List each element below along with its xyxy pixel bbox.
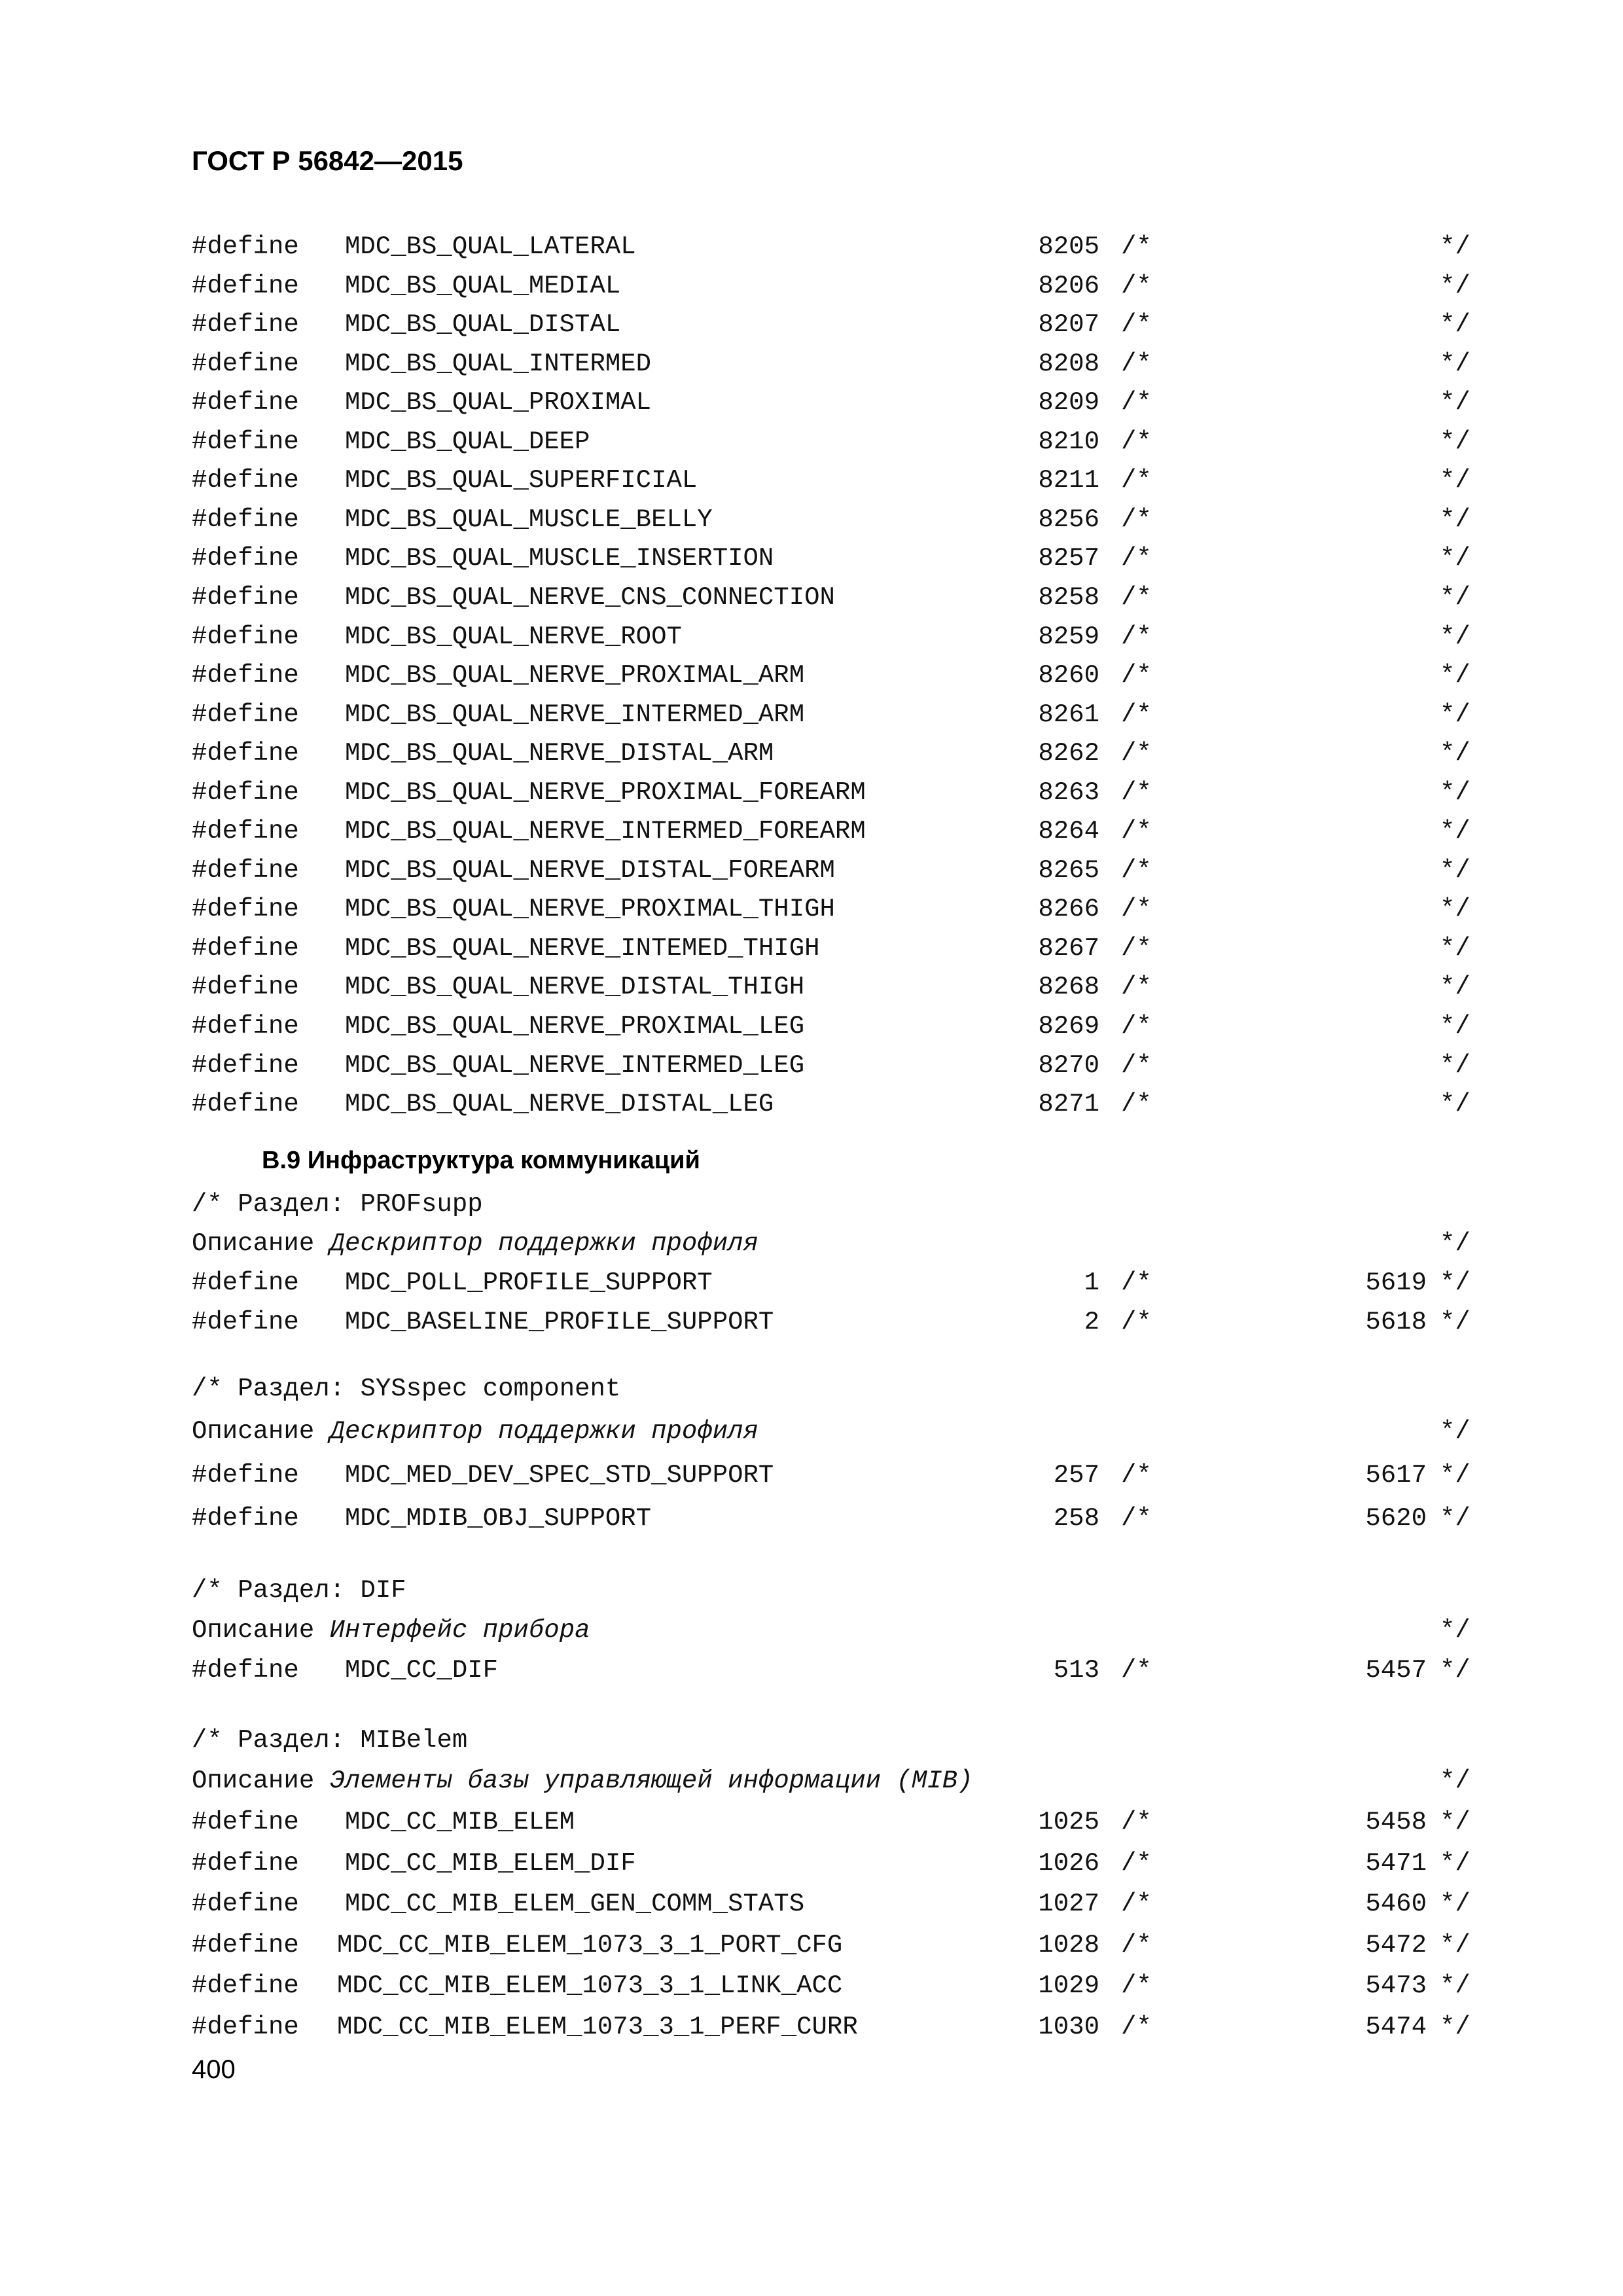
macro-name: MDC_BS_QUAL_NERVE_DISTAL_THIGH bbox=[345, 973, 805, 1001]
comment-close: */ bbox=[1440, 1849, 1471, 1878]
macro-value: 8261 bbox=[1038, 700, 1099, 729]
define-keyword: #define bbox=[192, 895, 299, 924]
comment-close: */ bbox=[1440, 544, 1471, 573]
macro-name: MDC_CC_MIB_ELEM_1073_3_1_PERF_CURR bbox=[337, 2013, 858, 2041]
define-row bbox=[0, 466, 1623, 505]
define-row bbox=[0, 622, 1623, 662]
define-keyword: #define bbox=[192, 778, 299, 807]
section-heading-text: /* Раздел: MIBelem bbox=[192, 1726, 468, 1755]
define-row bbox=[0, 1504, 1623, 1543]
reference-code: 5471 bbox=[1365, 1849, 1427, 1878]
define-keyword: #define bbox=[192, 272, 299, 300]
macro-name: MDC_BS_QUAL_NERVE_INTERMED_LEG bbox=[345, 1051, 805, 1080]
define-keyword: #define bbox=[192, 661, 299, 690]
macro-name: MDC_MDIB_OBJ_SUPPORT bbox=[345, 1504, 652, 1533]
section-description bbox=[0, 1767, 1623, 1806]
comment-close: */ bbox=[1440, 350, 1471, 378]
macro-name: MDC_BS_QUAL_NERVE_DISTAL_FOREARM bbox=[345, 856, 835, 885]
define-keyword: #define bbox=[192, 1268, 299, 1297]
macro-name: MDC_BS_QUAL_NERVE_PROXIMAL_FOREARM bbox=[345, 778, 866, 807]
define-row bbox=[0, 1890, 1623, 1929]
define-keyword: #define bbox=[192, 544, 299, 573]
define-row bbox=[0, 583, 1623, 622]
define-keyword: #define bbox=[192, 1808, 299, 1837]
macro-value: 8208 bbox=[1038, 350, 1099, 378]
define-keyword: #define bbox=[192, 1890, 299, 1918]
define-row bbox=[0, 700, 1623, 740]
macro-value: 8206 bbox=[1038, 272, 1099, 300]
define-keyword: #define bbox=[192, 1012, 299, 1041]
comment-close: */ bbox=[1440, 1504, 1471, 1533]
section-heading-text: /* Раздел: DIF bbox=[192, 1576, 406, 1605]
comment-open: /* bbox=[1121, 544, 1152, 573]
macro-name: MDC_BS_QUAL_NERVE_PROXIMAL_ARM bbox=[345, 661, 805, 690]
macro-name: MDC_BS_QUAL_NERVE_CNS_CONNECTION bbox=[345, 583, 835, 612]
macro-value: 8256 bbox=[1038, 505, 1099, 534]
define-keyword: #define bbox=[192, 856, 299, 885]
comment-open: /* bbox=[1121, 427, 1152, 456]
section-heading bbox=[0, 1726, 1623, 1765]
comment-close: */ bbox=[1440, 1229, 1471, 1258]
comment-close: */ bbox=[1440, 856, 1471, 885]
macro-name: MDC_BS_QUAL_NERVE_DISTAL_LEG bbox=[345, 1090, 774, 1119]
reference-code: 5619 bbox=[1365, 1268, 1427, 1297]
comment-close: */ bbox=[1440, 310, 1471, 339]
comment-close: */ bbox=[1440, 232, 1471, 261]
macro-value: 1027 bbox=[1038, 1890, 1099, 1918]
define-keyword: #define bbox=[192, 1849, 299, 1878]
define-row bbox=[0, 1656, 1623, 1695]
comment-close: */ bbox=[1440, 778, 1471, 807]
reference-code: 5472 bbox=[1365, 1931, 1427, 1960]
define-row bbox=[0, 1090, 1623, 1129]
description-line bbox=[192, 1229, 758, 1258]
comment-open: /* bbox=[1121, 1656, 1152, 1685]
comment-open: /* bbox=[1121, 1461, 1152, 1490]
define-row bbox=[0, 739, 1623, 778]
macro-value: 8258 bbox=[1038, 583, 1099, 612]
macro-name: MDC_BS_QUAL_MUSCLE_INSERTION bbox=[345, 544, 774, 573]
define-keyword: #define bbox=[192, 1504, 299, 1533]
macro-name: MDC_BS_QUAL_NERVE_INTEMED_THIGH bbox=[345, 934, 820, 963]
reference-code: 5460 bbox=[1365, 1890, 1427, 1918]
description-text: Элементы базы управляющей информации (MIB) bbox=[329, 1767, 973, 1795]
define-keyword: #define bbox=[192, 1971, 299, 2000]
macro-value: 8267 bbox=[1038, 934, 1099, 963]
macro-name: MDC_BS_QUAL_NERVE_PROXIMAL_LEG bbox=[345, 1012, 805, 1041]
define-row bbox=[0, 895, 1623, 934]
define-keyword: #define bbox=[192, 350, 299, 378]
define-row bbox=[0, 350, 1623, 389]
comment-close: */ bbox=[1440, 1931, 1471, 1960]
page-number: 400 bbox=[192, 2055, 236, 2084]
comment-open: /* bbox=[1121, 2013, 1152, 2041]
define-row bbox=[0, 272, 1623, 311]
comment-close: */ bbox=[1440, 427, 1471, 456]
define-keyword: #define bbox=[192, 388, 299, 417]
comment-close: */ bbox=[1440, 1051, 1471, 1080]
define-keyword: #define bbox=[192, 700, 299, 729]
macro-value: 8262 bbox=[1038, 739, 1099, 768]
macro-value: 8210 bbox=[1038, 427, 1099, 456]
macro-value: 1028 bbox=[1038, 1931, 1099, 1960]
comment-open: /* bbox=[1121, 700, 1152, 729]
description-label: Описание bbox=[192, 1616, 315, 1645]
comment-open: /* bbox=[1121, 1971, 1152, 2000]
define-keyword: #define bbox=[192, 1656, 299, 1685]
comment-close: */ bbox=[1440, 661, 1471, 690]
document-header: ГОСТ Р 56842—2015 bbox=[192, 145, 463, 176]
comment-open: /* bbox=[1121, 778, 1152, 807]
define-row bbox=[0, 388, 1623, 427]
comment-close: */ bbox=[1440, 817, 1471, 846]
define-row bbox=[0, 1808, 1623, 1847]
description-line bbox=[192, 1417, 758, 1446]
macro-name: MDC_BS_QUAL_NERVE_DISTAL_ARM bbox=[345, 739, 774, 768]
define-row bbox=[0, 817, 1623, 856]
macro-value: 8207 bbox=[1038, 310, 1099, 339]
macro-name: MDC_BS_QUAL_MEDIAL bbox=[345, 272, 621, 300]
macro-name: MDC_BS_QUAL_NERVE_INTERMED_ARM bbox=[345, 700, 805, 729]
define-row bbox=[0, 661, 1623, 700]
macro-name: MDC_BS_QUAL_NERVE_INTERMED_FOREARM bbox=[345, 817, 866, 846]
define-keyword: #define bbox=[192, 583, 299, 612]
section-heading bbox=[0, 1190, 1623, 1229]
reference-code: 5457 bbox=[1365, 1656, 1427, 1685]
macro-value: 2 bbox=[1084, 1308, 1099, 1336]
define-keyword: #define bbox=[192, 232, 299, 261]
comment-open: /* bbox=[1121, 739, 1152, 768]
define-row bbox=[0, 232, 1623, 272]
description-text: Интерфейс прибора bbox=[329, 1616, 590, 1645]
comment-close: */ bbox=[1440, 1308, 1471, 1336]
comment-close: */ bbox=[1440, 388, 1471, 417]
comment-open: /* bbox=[1121, 466, 1152, 495]
define-keyword: #define bbox=[192, 622, 299, 651]
reference-code: 5618 bbox=[1365, 1308, 1427, 1336]
macro-value: 8266 bbox=[1038, 895, 1099, 924]
description-text: Дескриптор поддержки профиля bbox=[329, 1417, 758, 1446]
define-row bbox=[0, 1012, 1623, 1051]
define-row bbox=[0, 1971, 1623, 2011]
define-row bbox=[0, 2013, 1623, 2052]
comment-close: */ bbox=[1440, 973, 1471, 1001]
define-keyword: #define bbox=[192, 934, 299, 963]
comment-open: /* bbox=[1121, 232, 1152, 261]
macro-name: MDC_BS_QUAL_LATERAL bbox=[345, 232, 636, 261]
section-heading-text: /* Раздел: PROFsupp bbox=[192, 1190, 483, 1219]
define-row bbox=[0, 1308, 1623, 1347]
define-row bbox=[0, 1931, 1623, 1970]
comment-close: */ bbox=[1440, 1417, 1471, 1446]
define-row bbox=[0, 1268, 1623, 1308]
macro-value: 1029 bbox=[1038, 1971, 1099, 2000]
macro-value: 8263 bbox=[1038, 778, 1099, 807]
macro-value: 8259 bbox=[1038, 622, 1099, 651]
macro-name: MDC_BS_QUAL_NERVE_ROOT bbox=[345, 622, 682, 651]
macro-value: 8264 bbox=[1038, 817, 1099, 846]
reference-code: 5474 bbox=[1365, 2013, 1427, 2041]
comment-open: /* bbox=[1121, 817, 1152, 846]
comment-open: /* bbox=[1121, 1308, 1152, 1336]
section-heading bbox=[0, 1576, 1623, 1615]
comment-open: /* bbox=[1121, 1849, 1152, 1878]
comment-close: */ bbox=[1440, 1890, 1471, 1918]
define-row bbox=[0, 1849, 1623, 1888]
comment-open: /* bbox=[1121, 973, 1152, 1001]
description-line bbox=[192, 1616, 590, 1645]
macro-value: 8270 bbox=[1038, 1051, 1099, 1080]
macro-value: 1025 bbox=[1038, 1808, 1099, 1837]
comment-open: /* bbox=[1121, 1090, 1152, 1119]
reference-code: 5458 bbox=[1365, 1808, 1427, 1837]
comment-open: /* bbox=[1121, 1268, 1152, 1297]
macro-value: 1026 bbox=[1038, 1849, 1099, 1878]
comment-open: /* bbox=[1121, 388, 1152, 417]
comment-open: /* bbox=[1121, 856, 1152, 885]
macro-value: 1 bbox=[1084, 1268, 1099, 1297]
macro-value: 8257 bbox=[1038, 544, 1099, 573]
comment-close: */ bbox=[1440, 622, 1471, 651]
macro-name: MDC_BS_QUAL_PROXIMAL bbox=[345, 388, 652, 417]
comment-close: */ bbox=[1440, 1808, 1471, 1837]
description-line bbox=[192, 1767, 973, 1795]
comment-open: /* bbox=[1121, 310, 1152, 339]
define-row bbox=[0, 544, 1623, 583]
macro-name: MDC_CC_MIB_ELEM bbox=[345, 1808, 575, 1837]
comment-open: /* bbox=[1121, 505, 1152, 534]
comment-close: */ bbox=[1440, 1090, 1471, 1119]
macro-value: 8271 bbox=[1038, 1090, 1099, 1119]
macro-value: 8268 bbox=[1038, 973, 1099, 1001]
define-row bbox=[0, 934, 1623, 973]
comment-close: */ bbox=[1440, 505, 1471, 534]
comment-open: /* bbox=[1121, 895, 1152, 924]
comment-close: */ bbox=[1440, 1012, 1471, 1041]
define-row bbox=[0, 310, 1623, 350]
reference-code: 5620 bbox=[1365, 1504, 1427, 1533]
comment-close: */ bbox=[1440, 272, 1471, 300]
define-keyword: #define bbox=[192, 1090, 299, 1119]
define-keyword: #define bbox=[192, 427, 299, 456]
comment-open: /* bbox=[1121, 622, 1152, 651]
comment-close: */ bbox=[1440, 895, 1471, 924]
comment-open: /* bbox=[1121, 350, 1152, 378]
comment-close: */ bbox=[1440, 466, 1471, 495]
comment-close: */ bbox=[1440, 1461, 1471, 1490]
comment-open: /* bbox=[1121, 1012, 1152, 1041]
define-row bbox=[0, 1051, 1623, 1090]
define-keyword: #define bbox=[192, 1461, 299, 1490]
description-label: Описание bbox=[192, 1229, 315, 1258]
comment-open: /* bbox=[1121, 1808, 1152, 1837]
macro-name: MDC_CC_DIF bbox=[345, 1656, 499, 1685]
comment-open: /* bbox=[1121, 583, 1152, 612]
define-row bbox=[0, 1461, 1623, 1500]
define-row bbox=[0, 973, 1623, 1012]
define-keyword: #define bbox=[192, 1051, 299, 1080]
macro-name: MDC_CC_MIB_ELEM_DIF bbox=[345, 1849, 636, 1878]
comment-close: */ bbox=[1440, 1971, 1471, 2000]
comment-close: */ bbox=[1440, 1767, 1471, 1795]
macro-name: MDC_CC_MIB_ELEM_GEN_COMM_STATS bbox=[345, 1890, 805, 1918]
define-keyword: #define bbox=[192, 310, 299, 339]
description-label: Описание bbox=[192, 1767, 315, 1795]
define-keyword: #define bbox=[192, 466, 299, 495]
macro-value: 8260 bbox=[1038, 661, 1099, 690]
macro-value: 8205 bbox=[1038, 232, 1099, 261]
macro-name: MDC_BS_QUAL_DISTAL bbox=[345, 310, 621, 339]
macro-name: MDC_BS_QUAL_INTERMED bbox=[345, 350, 652, 378]
define-keyword: #define bbox=[192, 1308, 299, 1336]
define-keyword: #define bbox=[192, 973, 299, 1001]
define-row bbox=[0, 778, 1623, 817]
define-row bbox=[0, 856, 1623, 895]
macro-name: MDC_BS_QUAL_SUPERFICIAL bbox=[345, 466, 698, 495]
define-keyword: #define bbox=[192, 739, 299, 768]
macro-name: MDC_CC_MIB_ELEM_1073_3_1_PORT_CFG bbox=[337, 1931, 843, 1960]
section-title: В.9 Инфраструктура коммуникаций bbox=[262, 1147, 700, 1174]
section-heading-text: /* Раздел: SYSspec component bbox=[192, 1374, 621, 1403]
macro-value: 8265 bbox=[1038, 856, 1099, 885]
macro-name: MDC_BS_QUAL_NERVE_PROXIMAL_THIGH bbox=[345, 895, 835, 924]
define-keyword: #define bbox=[192, 2013, 299, 2041]
comment-close: */ bbox=[1440, 1268, 1471, 1297]
comment-open: /* bbox=[1121, 934, 1152, 963]
reference-code: 5473 bbox=[1365, 1971, 1427, 2000]
comment-close: */ bbox=[1440, 1616, 1471, 1645]
section-heading bbox=[0, 1374, 1623, 1414]
define-keyword: #define bbox=[192, 505, 299, 534]
define-keyword: #define bbox=[192, 817, 299, 846]
section-description bbox=[0, 1417, 1623, 1456]
define-row bbox=[0, 427, 1623, 467]
macro-value: 8211 bbox=[1038, 466, 1099, 495]
comment-open: /* bbox=[1121, 1504, 1152, 1533]
description-text: Дескриптор поддержки профиля bbox=[329, 1229, 758, 1258]
comment-close: */ bbox=[1440, 739, 1471, 768]
comment-open: /* bbox=[1121, 1931, 1152, 1960]
comment-open: /* bbox=[1121, 1890, 1152, 1918]
comment-open: /* bbox=[1121, 661, 1152, 690]
define-row bbox=[0, 505, 1623, 545]
section-description bbox=[0, 1616, 1623, 1655]
reference-code: 5617 bbox=[1365, 1461, 1427, 1490]
define-keyword: #define bbox=[192, 1931, 299, 1960]
comment-close: */ bbox=[1440, 1656, 1471, 1685]
comment-open: /* bbox=[1121, 272, 1152, 300]
comment-open: /* bbox=[1121, 1051, 1152, 1080]
macro-name: MDC_BASELINE_PROFILE_SUPPORT bbox=[345, 1308, 774, 1336]
comment-close: */ bbox=[1440, 2013, 1471, 2041]
macro-value: 513 bbox=[1053, 1656, 1099, 1685]
comment-close: */ bbox=[1440, 934, 1471, 963]
comment-close: */ bbox=[1440, 583, 1471, 612]
macro-value: 8209 bbox=[1038, 388, 1099, 417]
macro-name: MDC_POLL_PROFILE_SUPPORT bbox=[345, 1268, 713, 1297]
macro-value: 258 bbox=[1053, 1504, 1099, 1533]
macro-value: 8269 bbox=[1038, 1012, 1099, 1041]
macro-value: 1030 bbox=[1038, 2013, 1099, 2041]
macro-name: MDC_MED_DEV_SPEC_STD_SUPPORT bbox=[345, 1461, 774, 1490]
macro-name: MDC_BS_QUAL_MUSCLE_BELLY bbox=[345, 505, 713, 534]
macro-name: MDC_BS_QUAL_DEEP bbox=[345, 427, 590, 456]
comment-close: */ bbox=[1440, 700, 1471, 729]
macro-name: MDC_CC_MIB_ELEM_1073_3_1_LINK_ACC bbox=[337, 1971, 843, 2000]
macro-value: 257 bbox=[1053, 1461, 1099, 1490]
section-description bbox=[0, 1229, 1623, 1268]
description-label: Описание bbox=[192, 1417, 315, 1446]
